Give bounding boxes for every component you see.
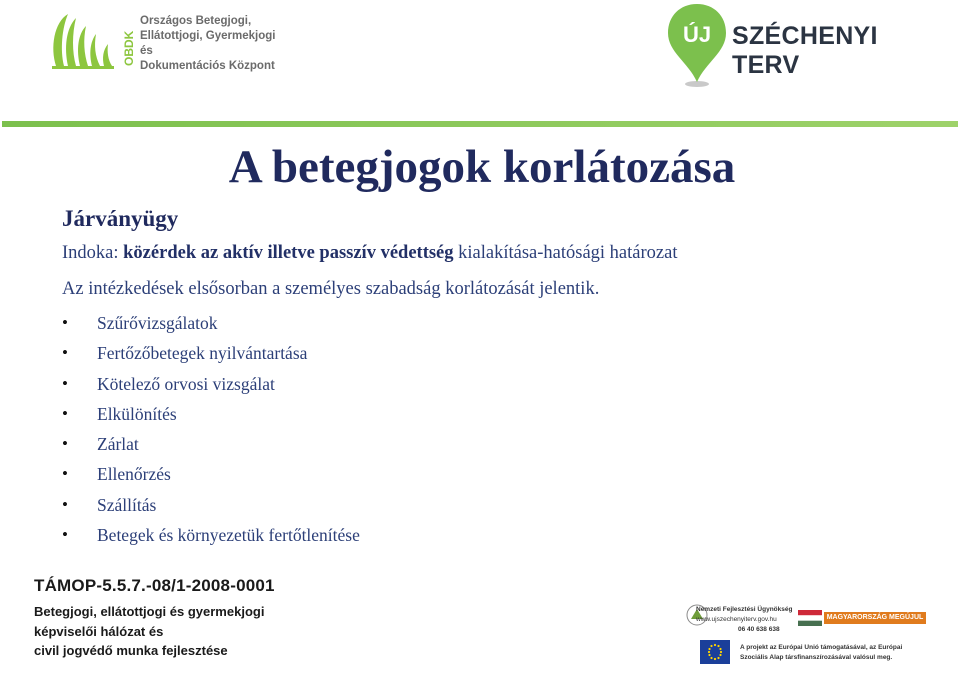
hungarian-flag-icon: [798, 610, 822, 626]
list-item-text: Szűrővizsgálatok: [97, 313, 218, 333]
list-item: [62, 433, 360, 463]
bullet-icon: •: [62, 525, 68, 545]
project-code: TÁMOP-5.5.7.-08/1-2008-0001: [34, 576, 275, 595]
list-item-text: Betegek és környezetük fertőtlenítése: [97, 525, 360, 546]
obdk-emblem-icon: [48, 8, 118, 72]
project-name-line: civil jogvédő munka fejlesztése: [34, 643, 228, 658]
list-item: [62, 373, 360, 403]
eu-support-line: A projekt az Európai Unió támogatásával, az Európai: [740, 644, 903, 651]
eu-support-line: Szociális Alap társfinanszírozásával valósul meg.: [740, 654, 893, 661]
measures-line: Az intézkedések elsősorban a személyes szabadság korlátozását jelentik.: [62, 279, 600, 299]
green-divider: [2, 121, 958, 127]
list-item-text: Kötelező orvosi vizsgálat: [97, 373, 275, 394]
slide-title: A betegjogok korlátozása: [228, 141, 736, 193]
project-name-line: képviselői hálózat és: [34, 623, 164, 639]
list-item-text: Szállítás: [97, 494, 157, 515]
measures-list: [62, 312, 360, 554]
obdk-name-line: Ellátottjogi, Gyermekjogi és: [140, 30, 276, 57]
bullet-icon: •: [62, 373, 68, 393]
agency-name: Nemzeti Fejlesztési Ügynökség: [696, 606, 793, 613]
list-item: [62, 403, 360, 433]
szechenyi-terv-logo: [666, 2, 936, 88]
obdk-logo: [48, 8, 278, 76]
list-item: [62, 312, 360, 342]
svg-text:ÚJ: ÚJ: [682, 22, 712, 47]
map-pin-icon: [666, 2, 728, 88]
bullet-icon: •: [62, 494, 68, 514]
bullet-icon: •: [62, 434, 68, 454]
list-item: [62, 342, 360, 372]
list-item-text: Elkülönítés: [97, 403, 177, 424]
szechenyi-terv-text: SZÉCHENYI TERV: [732, 22, 878, 79]
reason-line: [62, 243, 677, 264]
agency-url: www.ujszechenyiterv.gov.hu: [696, 616, 777, 623]
list-item: [62, 463, 360, 493]
obdk-name-line: Dokumentációs Központ: [140, 60, 275, 72]
agency-phone: 06 40 638 638: [738, 626, 780, 633]
list-item: [62, 524, 360, 554]
bullet-icon: •: [62, 313, 68, 332]
list-item-text: Fertőzőbetegek nyilvántartása: [97, 343, 308, 364]
svg-text:OBDK: OBDK: [122, 30, 136, 66]
obdk-name: [140, 14, 278, 74]
project-footer: [34, 576, 275, 661]
obdk-name-line: Országos Betegjogi,: [140, 15, 252, 27]
list-item-text: Ellenőrzés: [97, 464, 171, 485]
bullet-icon: •: [62, 343, 68, 363]
reason-bold: közérdek az aktív illetve passzív védettség: [123, 243, 454, 263]
eu-funding-banner: [682, 600, 932, 674]
eu-flag-icon: [700, 640, 730, 664]
project-name-line: Betegjogi, ellátottjogi és gyermekjogi: [34, 604, 265, 619]
reason-suffix: kialakítása-hatósági határozat: [453, 243, 678, 263]
list-item: [62, 494, 360, 524]
obdk-vertical-text: [122, 16, 136, 68]
bullet-icon: •: [62, 464, 68, 484]
list-item-text: Zárlat: [97, 434, 139, 455]
magyarorszag-megujul-badge: MAGYARORSZÁG MEGÚJUL: [824, 612, 926, 624]
slide-subheading: Járványügy: [62, 206, 179, 231]
bullet-icon: •: [62, 403, 68, 423]
reason-prefix: Indoka:: [62, 243, 124, 263]
